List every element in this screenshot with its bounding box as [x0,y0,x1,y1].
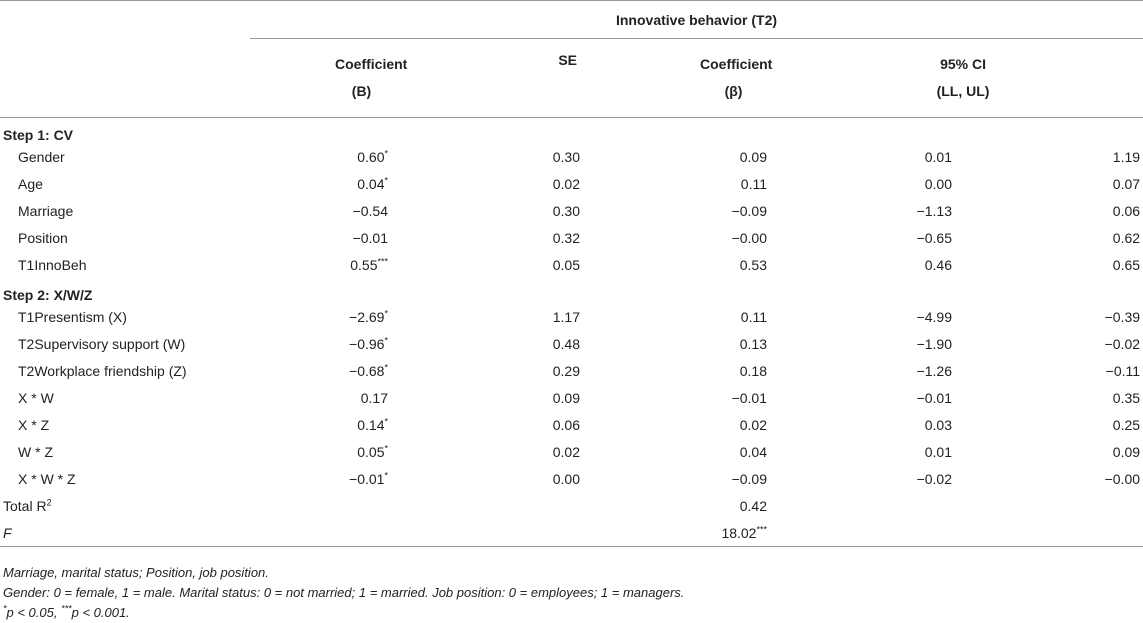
cell-se: 0.30 [552,148,580,165]
summary-label: F [3,524,12,541]
summary-label: Total $R^2$ [3,496,52,514]
table-row [0,465,1143,492]
table-row [0,438,1143,465]
cell-se: 0.05 [552,256,580,273]
cell-ul: 0.06 [1112,202,1141,219]
row-label: X * W * Z [18,470,76,487]
cell-ul: 0.65 [1112,256,1141,273]
note-significance: *p < 0.05, ***p < 0.001. [3,603,130,620]
cell-b: 0.17 [360,389,388,406]
significance-marker: * [384,415,388,426]
table-notes [0,563,1143,623]
cell-se: 1.17 [552,308,580,325]
row-label: T2Workplace friendship (Z) [18,362,187,379]
table-body [0,118,1143,547]
significance-marker: * [384,361,388,372]
summary-row [0,492,1143,519]
cell-beta: 0.11 [740,175,767,192]
cell-ll: 0.01 [924,443,952,460]
cell-ll: −0.01 [916,389,952,406]
cell-ll: 0.03 [924,416,952,433]
cell-se: 0.30 [552,202,580,219]
significance-marker: *** [756,523,767,534]
cell-beta: −0.01 [731,389,767,406]
col-header-ci: 95% CI (LL, UL) [767,39,1143,118]
cell-ll: −4.99 [916,308,952,325]
cell-beta: −0.09 [731,470,767,487]
cell-ul: 0.35 [1112,389,1141,406]
summary-row [0,519,1143,547]
significance-marker: * [384,442,388,453]
cell-ul: −0.00 [1104,470,1141,487]
cell-ll: −0.65 [916,229,952,246]
significance-marker: * [384,307,388,318]
cell-b: −0.01 [352,229,388,246]
cell-beta: −0.00 [731,229,767,246]
cell-ul: −0.11 [1105,362,1141,379]
cell-beta: 0.53 [739,256,767,273]
table-row [0,197,1143,224]
cell-se: 0.02 [552,175,580,192]
cell-beta: 0.11 [740,308,767,325]
table-row [0,251,1143,278]
cell-b: 0.55*** [350,255,388,273]
cell-se: 0.02 [552,443,580,460]
table-row [0,143,1143,170]
row-label: W * Z [18,443,53,460]
row-label: Marriage [18,202,74,219]
cell-ul: −0.02 [1104,335,1141,352]
cell-ll: 0.46 [924,256,952,273]
cell-ul: 0.09 [1112,443,1141,460]
row-label: Age [18,175,43,192]
cell-ul: 0.62 [1112,229,1141,246]
cell-se: 0.00 [552,470,580,487]
row-label: Gender [18,148,65,165]
significance-marker: * [384,334,388,345]
table-row [0,224,1143,251]
cell-b: 0.60* [357,147,388,165]
significance-marker: * [384,174,388,185]
cell-se: 0.32 [552,229,580,246]
row-label: T1Presentism (X) [18,308,127,325]
cell-ll: 0.00 [924,175,952,192]
cell-b: 0.05* [357,442,388,460]
cell-ul: 1.19 [1112,148,1141,165]
summary-value: 0.42 [739,497,767,514]
table-row [0,303,1143,330]
cell-ll: −1.13 [916,202,952,219]
cell-ll: −0.02 [916,470,952,487]
row-label: Position [18,229,68,246]
cell-ul: −0.39 [1104,308,1141,325]
span-header: Innovative behavior (T2) [615,11,778,28]
section-title: Step 1: CV [3,127,74,143]
cell-b: −0.54 [352,202,388,219]
cell-b: 0.14* [357,415,388,433]
cell-ul: 0.25 [1112,416,1141,433]
section-title: Step 2: X/W/Z [3,287,93,303]
column-header-row [0,39,1143,118]
cell-b: −2.69* [349,307,388,325]
table-row [0,384,1143,411]
cell-b: −0.96* [349,334,388,352]
cell-b: 0.04* [357,174,388,192]
cell-b: −0.68* [349,361,388,379]
cell-beta: 0.13 [739,335,767,352]
cell-beta: 0.02 [739,416,767,433]
cell-ul: 0.07 [1112,175,1141,192]
cell-b: −0.01* [349,469,388,487]
cell-beta: 0.18 [739,362,767,379]
table-row [0,330,1143,357]
significance-marker: * [384,469,388,480]
row-label: X * Z [18,416,50,433]
cell-beta: 0.04 [739,443,767,460]
note-coding: Gender: 0 = female, 1 = male. Marital status: 0 = not married; 1 = married. Job position: 0 = employees; 1 = managers. [3,585,685,600]
significance-marker: * [384,147,388,158]
cell-se: 0.06 [552,416,580,433]
table-row [0,357,1143,384]
cell-ll: −1.26 [916,362,952,379]
cell-ll: 0.01 [924,148,952,165]
cell-se: 0.48 [552,335,580,352]
row-label: X * W [18,389,54,406]
section-row [0,278,1143,303]
row-label: T2Supervisory support (W) [18,335,186,352]
note-abbreviations: Marriage, marital status; Position, job position. [3,565,269,580]
table-row [0,170,1143,197]
section-row [0,118,1143,144]
col-header-b: Coefficient (B) [250,39,388,118]
table-row [0,411,1143,438]
row-label: T1InnoBeh [18,256,87,273]
cell-beta: −0.09 [731,202,767,219]
col-header-se: SE [388,39,580,118]
summary-value: 18.02*** [721,523,767,541]
cell-beta: 0.09 [739,148,767,165]
cell-ll: −1.90 [916,335,952,352]
cell-se: 0.29 [552,362,580,379]
significance-marker: *** [377,255,388,266]
col-header-beta: Coefficient (β) [580,39,767,118]
cell-se: 0.09 [552,389,580,406]
